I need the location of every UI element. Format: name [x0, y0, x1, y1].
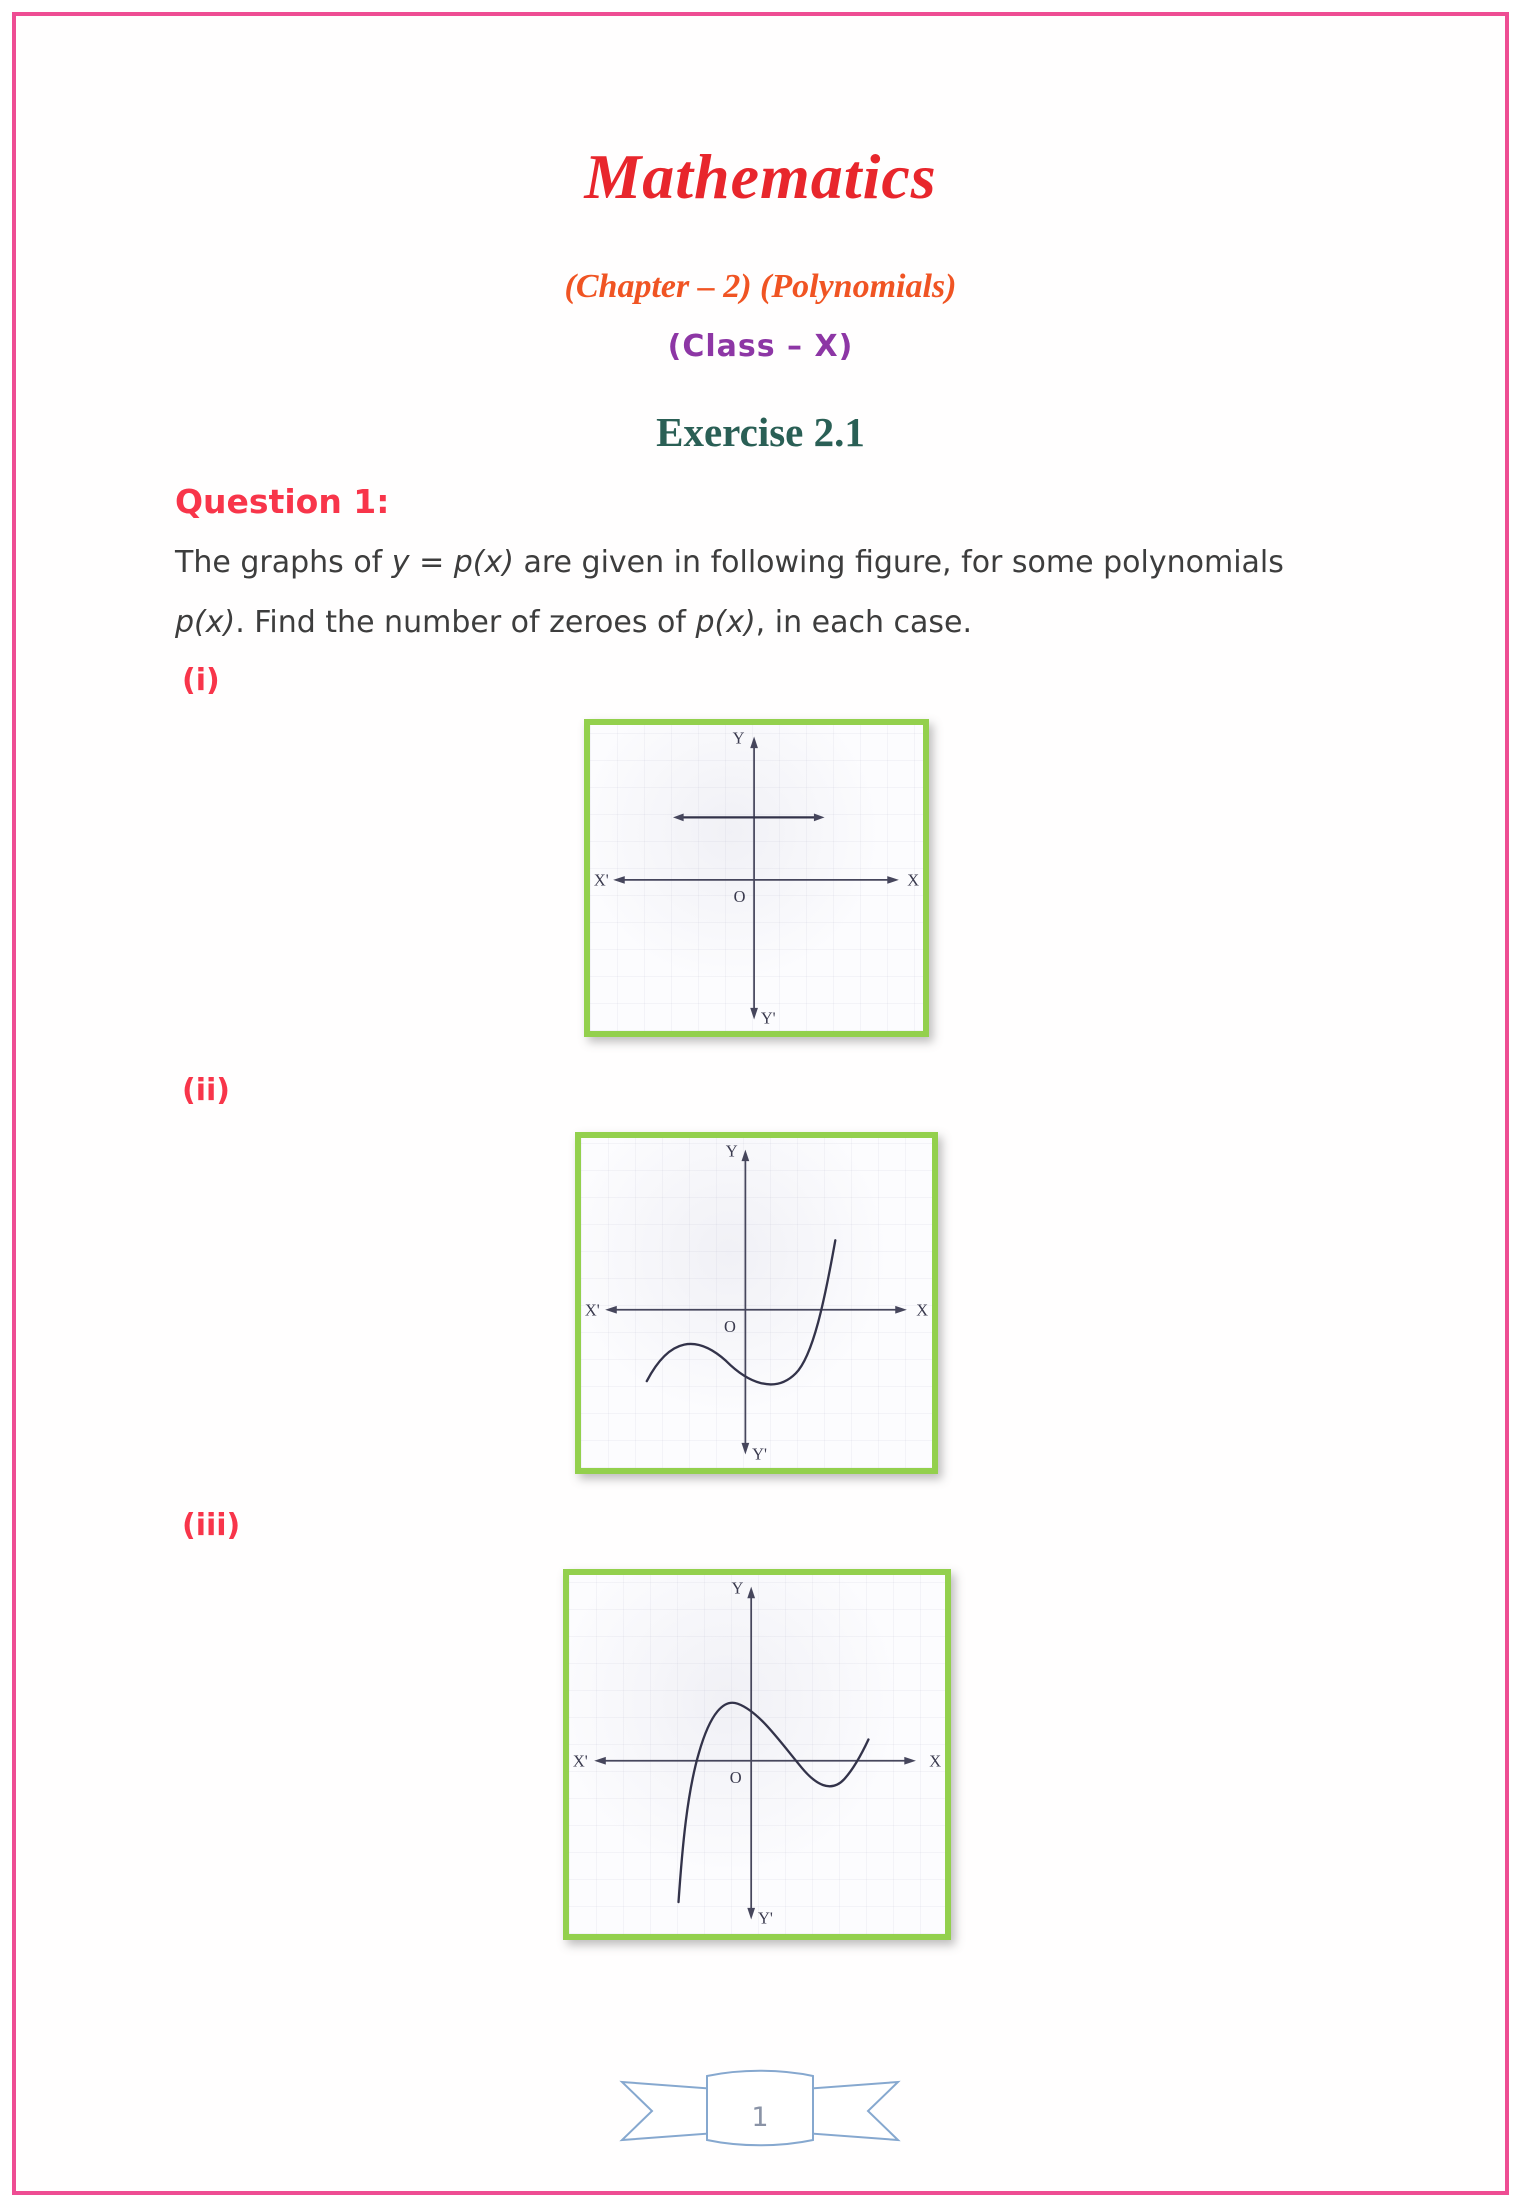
y-axis-top-arrowhead	[750, 737, 758, 749]
y-prime-axis-label: Y'	[752, 1444, 767, 1464]
x-prime-axis-label: X'	[593, 870, 609, 890]
y-prime-axis-label: Y'	[757, 1908, 773, 1928]
y-axis-bottom-arrowhead	[747, 1908, 755, 1920]
question-text-segment: The graphs of	[175, 545, 392, 580]
x-axis-right-arrowhead	[887, 876, 899, 884]
x-prime-axis-label: X'	[572, 1751, 588, 1771]
polynomial-curve	[647, 1240, 836, 1384]
figure-ii-graph	[581, 1138, 932, 1468]
figure-label-iii: (iii)	[182, 1508, 241, 1543]
class-subtitle: (Class – X)	[667, 329, 854, 364]
question-math: p(x)	[175, 605, 236, 640]
origin-label: O	[733, 887, 746, 907]
question-text	[175, 533, 1385, 653]
y-prime-axis-label: Y'	[760, 1008, 776, 1028]
exercise-heading: Exercise 2.1	[656, 409, 865, 455]
x-axis-label: X	[907, 870, 920, 890]
page-number: 1	[751, 2102, 769, 2133]
axes	[613, 737, 899, 1020]
question-text-segment: , in each case.	[755, 605, 973, 640]
y-axis-bottom-arrowhead	[750, 1008, 758, 1020]
ribbon-graphic	[610, 2060, 910, 2155]
y-axis-label: Y	[725, 1141, 738, 1161]
x-axis-right-arrowhead	[895, 1306, 907, 1314]
question-text-segment: are given in following figure, for some polynomials	[513, 545, 1284, 580]
question-math: y = p(x)	[391, 545, 514, 580]
x-axis-right-arrowhead	[904, 1757, 916, 1765]
origin-label: O	[723, 1316, 736, 1336]
polynomial-curve	[679, 1703, 869, 1902]
y-axis-label: Y	[732, 728, 745, 748]
curve-left-arrowhead	[673, 814, 684, 822]
figure-label-ii: (ii)	[182, 1073, 230, 1108]
figure-i-graph	[590, 725, 923, 1031]
figure-iii-graph	[569, 1575, 945, 1934]
figure-ii	[575, 1132, 938, 1474]
chapter-subtitle: (Chapter – 2) (Polynomials)	[564, 268, 957, 305]
x-axis-left-arrowhead	[594, 1757, 606, 1765]
y-axis-top-arrowhead	[742, 1150, 750, 1162]
figure-i	[584, 719, 929, 1037]
x-axis-left-arrowhead	[605, 1306, 617, 1314]
y-axis-label: Y	[731, 1578, 744, 1598]
question-label: Question 1:	[175, 482, 390, 521]
page-number-ribbon	[610, 2060, 910, 2155]
x-axis-label: X	[916, 1300, 929, 1320]
origin-label: O	[729, 1768, 742, 1788]
y-axis-bottom-arrowhead	[742, 1443, 750, 1455]
x-axis-label: X	[929, 1751, 942, 1771]
axes	[594, 1587, 916, 1920]
x-axis-left-arrowhead	[613, 876, 625, 884]
page-title: Mathematics	[584, 141, 937, 212]
curve-right-arrowhead	[814, 814, 825, 822]
question-text-segment: . Find the number of zeroes of	[235, 605, 696, 640]
axes	[605, 1150, 907, 1455]
figure-iii	[563, 1569, 951, 1940]
figure-label-i: (i)	[182, 663, 220, 698]
question-math: p(x)	[695, 605, 756, 640]
x-prime-axis-label: X'	[584, 1300, 600, 1320]
y-axis-top-arrowhead	[747, 1587, 755, 1599]
